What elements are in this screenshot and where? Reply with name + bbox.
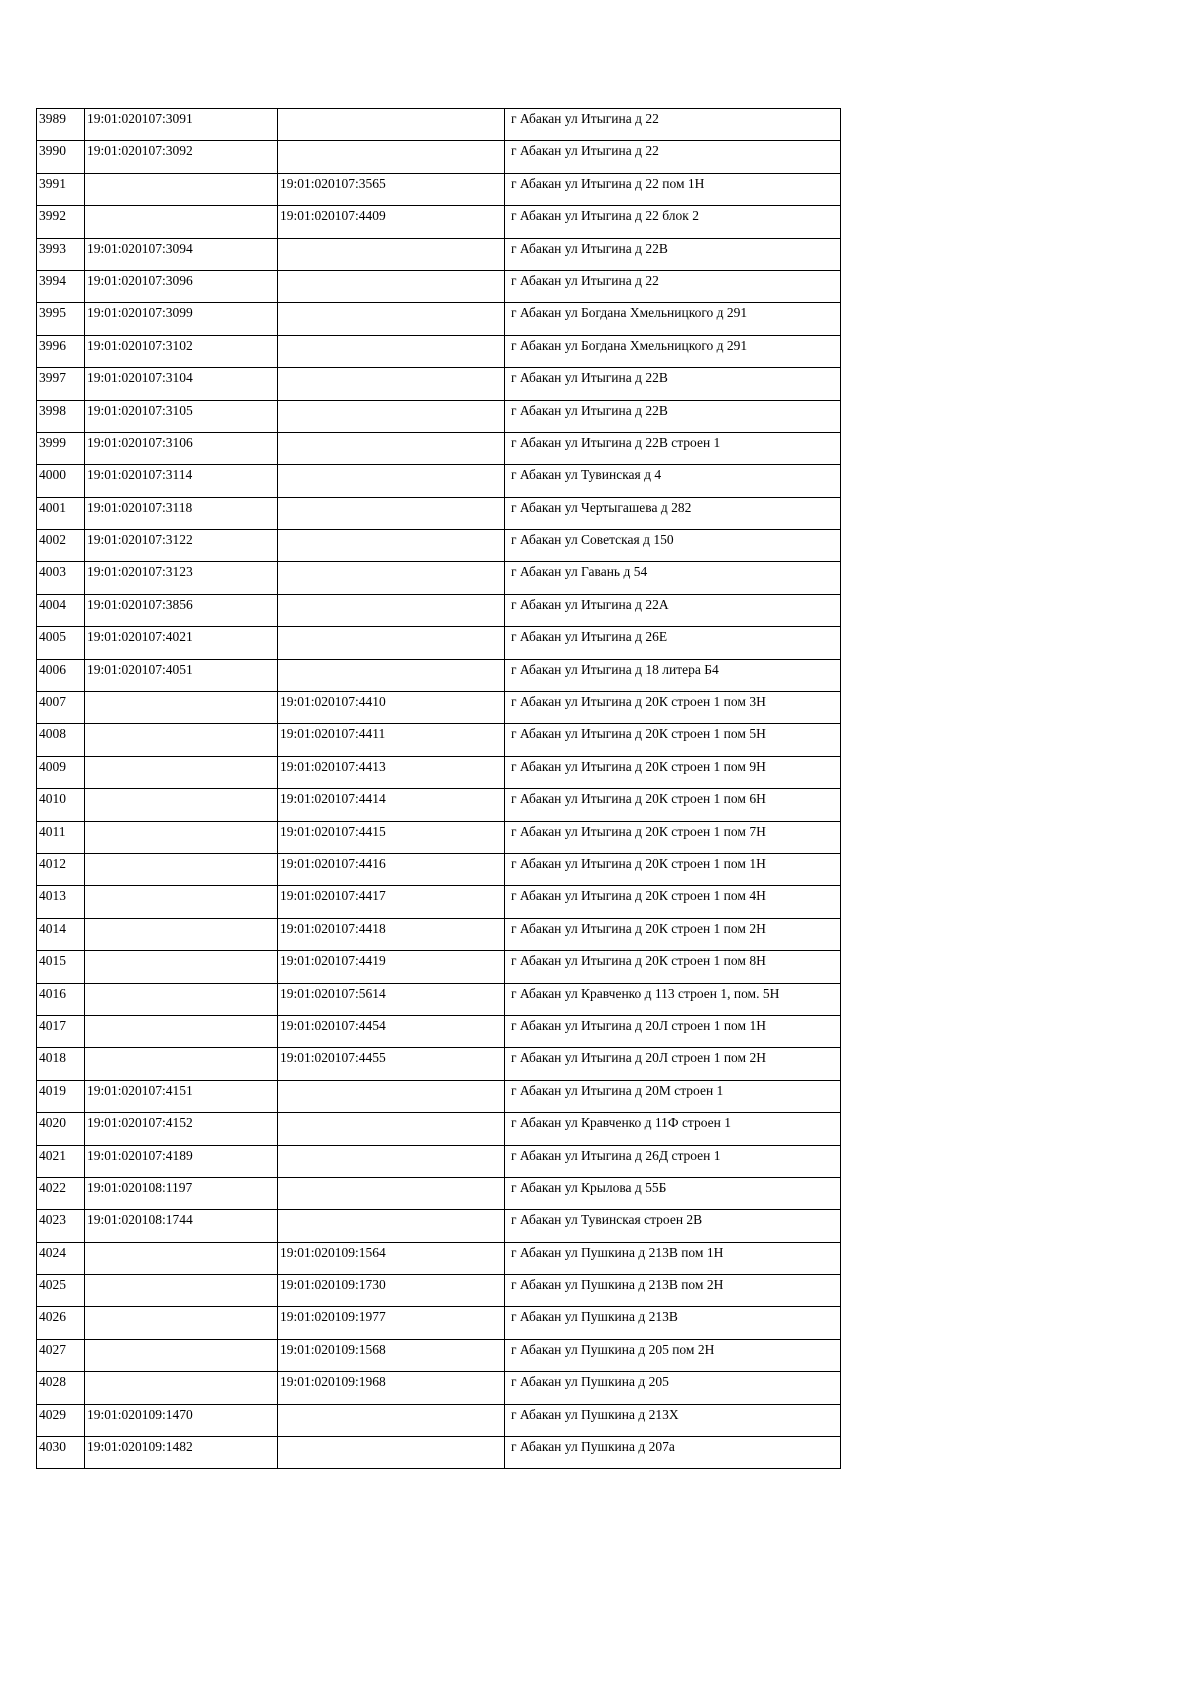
- address-cell: г Абакан ул Итыгина д 22В: [505, 238, 841, 270]
- row-number-cell: 3996: [37, 335, 85, 367]
- row-number-cell: 4025: [37, 1275, 85, 1307]
- row-number-cell: 3991: [37, 173, 85, 205]
- premise-cadastral-cell: [278, 432, 505, 464]
- address-cell: г Абакан ул Итыгина д 18 литера Б4: [505, 659, 841, 691]
- row-number-cell: 4016: [37, 983, 85, 1015]
- cadastral-number-cell: 19:01:020107:4051: [85, 659, 278, 691]
- row-number-cell: 4015: [37, 951, 85, 983]
- premise-cadastral-cell: [278, 109, 505, 141]
- premise-cadastral-cell: [278, 465, 505, 497]
- premise-cadastral-cell: [278, 400, 505, 432]
- table-row: [37, 368, 841, 400]
- cadastral-number-cell: 19:01:020107:4152: [85, 1113, 278, 1145]
- address-cell: г Абакан ул Пушкина д 213В пом 2Н: [505, 1275, 841, 1307]
- premise-cadastral-cell: [278, 270, 505, 302]
- address-cell: г Абакан ул Крылова д 55Б: [505, 1177, 841, 1209]
- row-number-cell: 4002: [37, 530, 85, 562]
- cadastral-number-cell: 19:01:020108:1197: [85, 1177, 278, 1209]
- row-number-cell: 4026: [37, 1307, 85, 1339]
- row-number-cell: 3994: [37, 270, 85, 302]
- address-cell: г Абакан ул Итыгина д 20К строен 1 пом 1Н: [505, 853, 841, 885]
- address-cell: г Абакан ул Итыгина д 22: [505, 109, 841, 141]
- premise-cadastral-cell: 19:01:020107:3565: [278, 173, 505, 205]
- row-number-cell: 4019: [37, 1080, 85, 1112]
- table-row: [37, 1113, 841, 1145]
- premise-cadastral-cell: 19:01:020109:1977: [278, 1307, 505, 1339]
- row-number-cell: 4009: [37, 756, 85, 788]
- address-cell: г Абакан ул Итыгина д 20Л строен 1 пом 1Н: [505, 1015, 841, 1047]
- premise-cadastral-cell: [278, 238, 505, 270]
- table-row: [37, 465, 841, 497]
- row-number-cell: 4021: [37, 1145, 85, 1177]
- address-cell: г Абакан ул Итыгина д 20К строен 1 пом 3Н: [505, 692, 841, 724]
- row-number-cell: 4020: [37, 1113, 85, 1145]
- address-cell: г Абакан ул Итыгина д 20К строен 1 пом 9Н: [505, 756, 841, 788]
- row-number-cell: 3998: [37, 400, 85, 432]
- address-cell: г Абакан ул Пушкина д 213В пом 1Н: [505, 1242, 841, 1274]
- table-row: [37, 1339, 841, 1371]
- cadastral-number-cell: 19:01:020107:4189: [85, 1145, 278, 1177]
- premise-cadastral-cell: 19:01:020109:1730: [278, 1275, 505, 1307]
- table-row: [37, 173, 841, 205]
- table-row: [37, 789, 841, 821]
- address-cell: г Абакан ул Пушкина д 205 пом 2Н: [505, 1339, 841, 1371]
- cadastral-number-cell: [85, 1372, 278, 1404]
- cadastral-number-cell: [85, 983, 278, 1015]
- table-row: [37, 1242, 841, 1274]
- cadastral-number-cell: 19:01:020107:3114: [85, 465, 278, 497]
- address-cell: г Абакан ул Пушкина д 213В: [505, 1307, 841, 1339]
- row-number-cell: 4012: [37, 853, 85, 885]
- row-number-cell: 4017: [37, 1015, 85, 1047]
- cadastral-number-cell: 19:01:020107:3106: [85, 432, 278, 464]
- address-cell: г Абакан ул Пушкина д 213Х: [505, 1404, 841, 1436]
- table-row: [37, 983, 841, 1015]
- premise-cadastral-cell: [278, 1177, 505, 1209]
- cadastral-number-cell: 19:01:020107:3122: [85, 530, 278, 562]
- address-cell: г Абакан ул Итыгина д 22 блок 2: [505, 206, 841, 238]
- table-row: [37, 692, 841, 724]
- row-number-cell: 4022: [37, 1177, 85, 1209]
- premise-cadastral-cell: 19:01:020107:4416: [278, 853, 505, 885]
- row-number-cell: 4014: [37, 918, 85, 950]
- table-row: [37, 432, 841, 464]
- premise-cadastral-cell: 19:01:020107:4414: [278, 789, 505, 821]
- table-row: [37, 238, 841, 270]
- row-number-cell: 4030: [37, 1437, 85, 1469]
- row-number-cell: 4004: [37, 594, 85, 626]
- cadastral-number-cell: 19:01:020107:3092: [85, 141, 278, 173]
- table-row: [37, 659, 841, 691]
- table-row: [37, 1015, 841, 1047]
- row-number-cell: 4024: [37, 1242, 85, 1274]
- row-number-cell: 4000: [37, 465, 85, 497]
- table-row: [37, 109, 841, 141]
- cadastral-number-cell: 19:01:020107:3096: [85, 270, 278, 302]
- address-cell: г Абакан ул Итыгина д 20К строен 1 пом 2Н: [505, 918, 841, 950]
- cadastral-number-cell: [85, 1242, 278, 1274]
- table-row: [37, 530, 841, 562]
- cadastral-number-cell: [85, 692, 278, 724]
- cadastral-number-cell: 19:01:020107:4021: [85, 627, 278, 659]
- table-row: [37, 1210, 841, 1242]
- address-cell: г Абакан ул Пушкина д 205: [505, 1372, 841, 1404]
- row-number-cell: 4001: [37, 497, 85, 529]
- premise-cadastral-cell: [278, 141, 505, 173]
- table-row: [37, 335, 841, 367]
- premise-cadastral-cell: 19:01:020107:4417: [278, 886, 505, 918]
- registry-body: [37, 109, 841, 1469]
- row-number-cell: 4006: [37, 659, 85, 691]
- cadastral-number-cell: 19:01:020107:3091: [85, 109, 278, 141]
- cadastral-number-cell: 19:01:020107:3105: [85, 400, 278, 432]
- table-row: [37, 1177, 841, 1209]
- row-number-cell: 4010: [37, 789, 85, 821]
- table-row: [37, 270, 841, 302]
- table-row: [37, 497, 841, 529]
- cadastral-number-cell: [85, 1307, 278, 1339]
- address-cell: г Абакан ул Итыгина д 20К строен 1 пом 6Н: [505, 789, 841, 821]
- table-row: [37, 594, 841, 626]
- address-cell: г Абакан ул Итыгина д 20К строен 1 пом 5Н: [505, 724, 841, 756]
- table-row: [37, 303, 841, 335]
- row-number-cell: 4023: [37, 1210, 85, 1242]
- address-cell: г Абакан ул Тувинская д 4: [505, 465, 841, 497]
- address-cell: г Абакан ул Итыгина д 26Е: [505, 627, 841, 659]
- table-row: [37, 562, 841, 594]
- property-registry-table: [36, 108, 841, 1469]
- row-number-cell: 4018: [37, 1048, 85, 1080]
- row-number-cell: 4029: [37, 1404, 85, 1436]
- premise-cadastral-cell: 19:01:020107:4411: [278, 724, 505, 756]
- address-cell: г Абакан ул Итыгина д 26Д строен 1: [505, 1145, 841, 1177]
- cadastral-number-cell: 19:01:020107:3102: [85, 335, 278, 367]
- row-number-cell: 4011: [37, 821, 85, 853]
- cadastral-number-cell: [85, 173, 278, 205]
- row-number-cell: 3992: [37, 206, 85, 238]
- cadastral-number-cell: [85, 1275, 278, 1307]
- address-cell: г Абакан ул Кравченко д 11Ф строен 1: [505, 1113, 841, 1145]
- premise-cadastral-cell: [278, 1080, 505, 1112]
- premise-cadastral-cell: [278, 368, 505, 400]
- cadastral-number-cell: 19:01:020107:4151: [85, 1080, 278, 1112]
- address-cell: г Абакан ул Итыгина д 22А: [505, 594, 841, 626]
- premise-cadastral-cell: [278, 1437, 505, 1469]
- table-row: [37, 206, 841, 238]
- premise-cadastral-cell: [278, 1210, 505, 1242]
- cadastral-number-cell: 19:01:020107:3094: [85, 238, 278, 270]
- cadastral-number-cell: 19:01:020107:3099: [85, 303, 278, 335]
- address-cell: г Абакан ул Итыгина д 22В: [505, 368, 841, 400]
- address-cell: г Абакан ул Итыгина д 22: [505, 270, 841, 302]
- cadastral-number-cell: 19:01:020108:1744: [85, 1210, 278, 1242]
- premise-cadastral-cell: 19:01:020107:4413: [278, 756, 505, 788]
- address-cell: г Абакан ул Чертыгашева д 282: [505, 497, 841, 529]
- table-row: [37, 1080, 841, 1112]
- address-cell: г Абакан ул Богдана Хмельницкого д 291: [505, 335, 841, 367]
- cadastral-number-cell: [85, 206, 278, 238]
- premise-cadastral-cell: [278, 530, 505, 562]
- premise-cadastral-cell: 19:01:020107:4418: [278, 918, 505, 950]
- premise-cadastral-cell: 19:01:020107:4454: [278, 1015, 505, 1047]
- row-number-cell: 4008: [37, 724, 85, 756]
- row-number-cell: 4005: [37, 627, 85, 659]
- address-cell: г Абакан ул Тувинская строен 2В: [505, 1210, 841, 1242]
- address-cell: г Абакан ул Советская д 150: [505, 530, 841, 562]
- row-number-cell: 4027: [37, 1339, 85, 1371]
- cadastral-number-cell: 19:01:020107:3856: [85, 594, 278, 626]
- table-row: [37, 821, 841, 853]
- cadastral-number-cell: [85, 918, 278, 950]
- row-number-cell: 4007: [37, 692, 85, 724]
- premise-cadastral-cell: 19:01:020109:1564: [278, 1242, 505, 1274]
- premise-cadastral-cell: [278, 562, 505, 594]
- address-cell: г Абакан ул Итыгина д 20К строен 1 пом 7Н: [505, 821, 841, 853]
- premise-cadastral-cell: 19:01:020107:4415: [278, 821, 505, 853]
- table-row: [37, 1048, 841, 1080]
- cadastral-number-cell: 19:01:020109:1470: [85, 1404, 278, 1436]
- table-row: [37, 1404, 841, 1436]
- cadastral-number-cell: [85, 724, 278, 756]
- cadastral-number-cell: [85, 1339, 278, 1371]
- address-cell: г Абакан ул Итыгина д 20М строен 1: [505, 1080, 841, 1112]
- premise-cadastral-cell: [278, 497, 505, 529]
- premise-cadastral-cell: 19:01:020107:4419: [278, 951, 505, 983]
- cadastral-number-cell: [85, 756, 278, 788]
- cadastral-number-cell: [85, 821, 278, 853]
- table-row: [37, 1307, 841, 1339]
- address-cell: г Абакан ул Итыгина д 20Л строен 1 пом 2Н: [505, 1048, 841, 1080]
- cadastral-number-cell: 19:01:020109:1482: [85, 1437, 278, 1469]
- premise-cadastral-cell: [278, 627, 505, 659]
- cadastral-number-cell: [85, 1048, 278, 1080]
- premise-cadastral-cell: [278, 1145, 505, 1177]
- row-number-cell: 4013: [37, 886, 85, 918]
- table-row: [37, 1372, 841, 1404]
- premise-cadastral-cell: 19:01:020107:4455: [278, 1048, 505, 1080]
- address-cell: г Абакан ул Итыгина д 20К строен 1 пом 8Н: [505, 951, 841, 983]
- table-row: [37, 853, 841, 885]
- row-number-cell: 3995: [37, 303, 85, 335]
- table-row: [37, 1275, 841, 1307]
- premise-cadastral-cell: [278, 1113, 505, 1145]
- premise-cadastral-cell: [278, 594, 505, 626]
- cadastral-number-cell: [85, 886, 278, 918]
- premise-cadastral-cell: 19:01:020109:1968: [278, 1372, 505, 1404]
- address-cell: г Абакан ул Итыгина д 20К строен 1 пом 4Н: [505, 886, 841, 918]
- premise-cadastral-cell: [278, 335, 505, 367]
- address-cell: г Абакан ул Итыгина д 22В строен 1: [505, 432, 841, 464]
- table-row: [37, 951, 841, 983]
- address-cell: г Абакан ул Итыгина д 22: [505, 141, 841, 173]
- cadastral-number-cell: [85, 853, 278, 885]
- address-cell: г Абакан ул Кравченко д 113 строен 1, пом. 5Н: [505, 983, 841, 1015]
- table-row: [37, 918, 841, 950]
- table-row: [37, 141, 841, 173]
- address-cell: г Абакан ул Гавань д 54: [505, 562, 841, 594]
- cadastral-number-cell: [85, 789, 278, 821]
- premise-cadastral-cell: [278, 659, 505, 691]
- row-number-cell: 3999: [37, 432, 85, 464]
- row-number-cell: 4028: [37, 1372, 85, 1404]
- cadastral-number-cell: [85, 1015, 278, 1047]
- premise-cadastral-cell: [278, 1404, 505, 1436]
- cadastral-number-cell: [85, 951, 278, 983]
- row-number-cell: 3997: [37, 368, 85, 400]
- table-row: [37, 400, 841, 432]
- cadastral-number-cell: 19:01:020107:3104: [85, 368, 278, 400]
- cadastral-number-cell: 19:01:020107:3118: [85, 497, 278, 529]
- premise-cadastral-cell: 19:01:020107:5614: [278, 983, 505, 1015]
- table-row: [37, 724, 841, 756]
- table-row: [37, 1437, 841, 1469]
- table-row: [37, 1145, 841, 1177]
- premise-cadastral-cell: 19:01:020109:1568: [278, 1339, 505, 1371]
- cadastral-number-cell: 19:01:020107:3123: [85, 562, 278, 594]
- premise-cadastral-cell: 19:01:020107:4410: [278, 692, 505, 724]
- address-cell: г Абакан ул Пушкина д 207а: [505, 1437, 841, 1469]
- row-number-cell: 3990: [37, 141, 85, 173]
- address-cell: г Абакан ул Итыгина д 22В: [505, 400, 841, 432]
- table-row: [37, 886, 841, 918]
- premise-cadastral-cell: [278, 303, 505, 335]
- address-cell: г Абакан ул Богдана Хмельницкого д 291: [505, 303, 841, 335]
- row-number-cell: 4003: [37, 562, 85, 594]
- row-number-cell: 3993: [37, 238, 85, 270]
- table-row: [37, 756, 841, 788]
- row-number-cell: 3989: [37, 109, 85, 141]
- premise-cadastral-cell: 19:01:020107:4409: [278, 206, 505, 238]
- table-row: [37, 627, 841, 659]
- address-cell: г Абакан ул Итыгина д 22 пом 1Н: [505, 173, 841, 205]
